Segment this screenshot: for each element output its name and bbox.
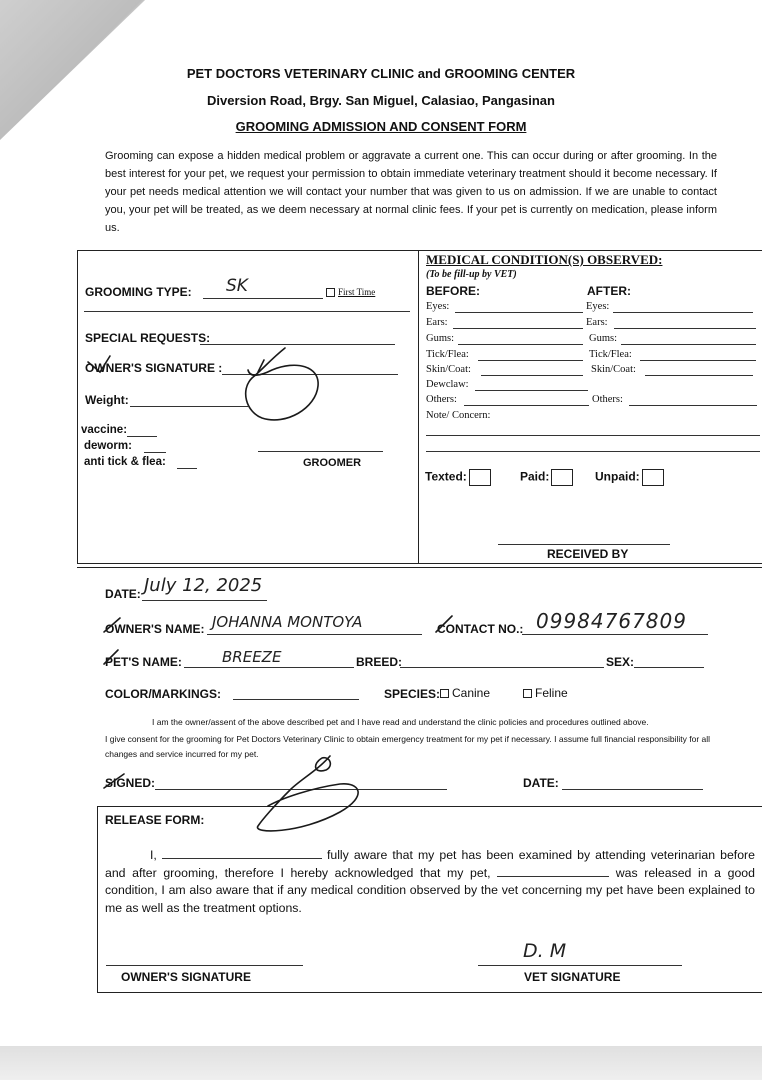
anti-tick-label: anti tick & flea: <box>84 456 166 468</box>
checkmark-contact <box>436 616 452 632</box>
medical-title: MEDICAL CONDITION(S) OBSERVED: <box>426 252 663 267</box>
form-title: GROOMING ADMISSION AND CONSENT FORM <box>235 119 527 134</box>
consent-line-2: I give consent for the grooming for Pet Doctors Veterinary Clinic to obtain emergency treatment for my pet if necessary. I assume full financial responsibility for all changes and service incurred for my pet. <box>105 734 711 759</box>
clinic-name: PET DOCTORS VETERINARY CLINIC and GROOMING CENTER <box>186 66 576 81</box>
checkmark-owner-name <box>104 618 120 632</box>
release-text-a: I, <box>150 848 157 862</box>
after-tickflea: Tick/Flea: <box>589 349 632 360</box>
note-concern-label: Note/ Concern: <box>426 410 491 421</box>
paid-label: Paid: <box>520 469 550 484</box>
owner-signature-label-bottom: OWNER'S SIGNATURE <box>121 970 251 984</box>
before-gums: Gums: <box>426 333 455 344</box>
vet-initials: D. M <box>523 940 567 962</box>
consent-date-label: DATE: <box>523 776 559 790</box>
grooming-type-label: GROOMING TYPE: <box>85 285 192 299</box>
feline-label: Feline <box>535 686 568 700</box>
owner-name-label: OWNER'S NAME: <box>105 622 205 636</box>
special-requests-label: SPECIAL REQUESTS: <box>85 331 211 345</box>
after-ears: Ears: <box>586 317 608 328</box>
color-label: COLOR/MARKINGS: <box>105 687 221 701</box>
checkmark-owner <box>88 356 110 372</box>
groomer-label: GROOMER <box>303 457 362 469</box>
before-ears: Ears: <box>426 317 448 328</box>
consent-signature-loop <box>316 758 331 771</box>
before-eyes: Eyes: <box>426 301 450 312</box>
grooming-type-value[interactable]: SK <box>226 276 248 296</box>
after-skincoat: Skin/Coat: <box>591 364 636 375</box>
intro-paragraph: Grooming can expose a hidden medical problem or aggravate a current one. This can occur during or after grooming. In the best interest for your pet, we request your permission to obtain immediate veterinary treatment should it become necessary. If your pet needs medical attention we will contact your number that was given to us on admission. If we are unable to contact you, your pet will be treated, as we deem necessary at normal clinic fees. If your pet is currently on medication, please inform us. <box>105 150 717 234</box>
unpaid-label: Unpaid: <box>595 469 640 484</box>
clinic-address: Diversion Road, Brgy. San Miguel, Calasiao, Pangasinan <box>207 93 555 108</box>
vaccine-label: vaccine: <box>81 424 128 436</box>
before-skincoat: Skin/Coat: <box>426 364 471 375</box>
before-label: BEFORE: <box>426 284 480 298</box>
texted-label: Texted: <box>425 469 467 484</box>
sex-label: SEX: <box>606 655 635 669</box>
species-label: SPECIES: <box>384 687 441 701</box>
consent-line-1: I am the owner/assent of the above described pet and I have read and understand the clinic policies and procedures outlined above. <box>152 717 649 727</box>
contact-value[interactable]: 09984767809 <box>536 609 687 633</box>
canine-label: Canine <box>452 686 491 700</box>
first-time-label: First Time <box>338 287 376 297</box>
vet-signature-label: VET SIGNATURE <box>524 970 621 984</box>
after-eyes: Eyes: <box>586 301 610 312</box>
date-value[interactable]: July 12, 2025 <box>144 575 263 596</box>
after-label: AFTER: <box>587 284 631 298</box>
consent-signature <box>257 756 358 831</box>
before-dewclaw: Dewclaw: <box>426 379 469 390</box>
medical-subtitle: (To be fill-up by VET) <box>426 269 517 280</box>
release-title: RELEASE FORM: <box>105 813 205 827</box>
checkmark-pet-name <box>104 650 118 664</box>
release-text-c: was released in a good condition, I am also aware that if any medical condition observed by the vet concerning my pet have been explained to me as well as the treatment options. <box>105 865 755 915</box>
before-tickflea: Tick/Flea: <box>426 349 469 360</box>
pet-name-value[interactable]: BREEZE <box>222 648 282 666</box>
owner-signature-label: OWNER'S SIGNATURE : <box>85 361 223 375</box>
pet-name-label: PET'S NAME: <box>105 655 182 669</box>
after-gums: Gums: <box>589 333 618 344</box>
weight-label: Weight: <box>85 393 129 407</box>
received-by-label: RECEIVED BY <box>547 547 629 561</box>
breed-label: BREED: <box>356 655 403 669</box>
checkmark-signed <box>104 774 124 788</box>
release-text-b: fully aware that my pet has been examined by attending veterinarian before and after grooming, therefore I hereby acknowledged that my pet, <box>105 848 755 880</box>
owner-name-value[interactable]: JOHANNA MONTOYA <box>212 613 363 631</box>
date-label: DATE: <box>105 587 141 601</box>
after-others: Others: <box>592 394 623 405</box>
contact-label: CONTACT NO.: <box>437 622 524 636</box>
deworm-label: deworm: <box>84 440 132 452</box>
before-others: Others: <box>426 394 457 405</box>
owner-signature-scribble <box>246 348 318 420</box>
signed-label: SIGNED: <box>105 776 156 790</box>
